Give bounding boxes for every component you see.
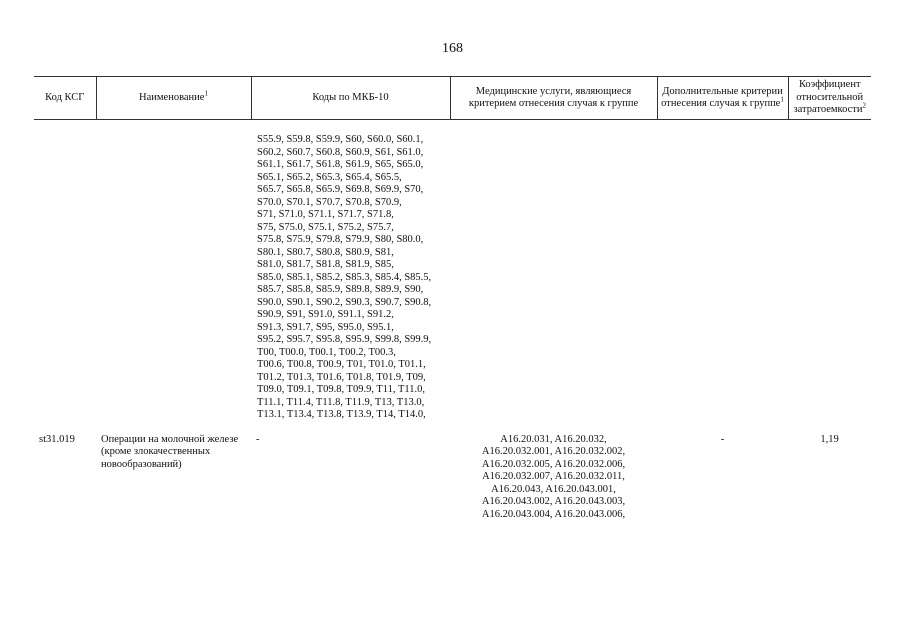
text-line: S85.7, S85.8, S85.9, S89.8, S89.9, S90, bbox=[257, 284, 424, 295]
cell-code bbox=[34, 434, 96, 522]
header-code-label: Код КСГ bbox=[45, 91, 85, 103]
text-line: S60.2, S60.7, S60.8, S60.9, S61, S61.0, bbox=[257, 146, 424, 158]
cell-extra-empty bbox=[657, 120, 788, 434]
text-line: S70.0, S70.1, S70.7, S70.8, S70.9, bbox=[257, 196, 402, 208]
text-line: T09.0, T09.1, T09.8, T09.9, T11, T11.0, bbox=[257, 384, 426, 395]
ksg-services bbox=[455, 434, 652, 522]
header-name-label: Наименование bbox=[139, 91, 205, 103]
text-line: S75.8, S75.9, S79.8, S79.9, S80, S80.0, bbox=[257, 234, 424, 245]
table-row bbox=[34, 434, 871, 522]
header-extra-criteria bbox=[657, 77, 788, 120]
text-line: A16.20.043, A16.20.043.001, bbox=[491, 483, 616, 495]
cell-coefficient bbox=[788, 434, 871, 522]
header-services bbox=[450, 77, 657, 120]
text-line: A16.20.031, A16.20.032, bbox=[500, 433, 607, 445]
ksg-extra-criteria: - bbox=[720, 433, 725, 445]
mkb-codes-list bbox=[257, 134, 445, 422]
header-coefficient bbox=[788, 77, 871, 120]
text-line: A16.20.032.001, A16.20.032.002, bbox=[481, 446, 626, 457]
text-line: T00.6, T00.8, T00.9, T01, T01.0, T01.1, bbox=[257, 359, 426, 370]
text-line: A16.20.043.002, A16.20.043.003, bbox=[481, 496, 626, 507]
table-row-continuation bbox=[34, 120, 871, 434]
page-number: 168 bbox=[442, 41, 463, 56]
text-line: S75, S75.0, S75.1, S75.2, S75.7, bbox=[257, 221, 394, 233]
text-line: A16.20.043.004, A16.20.043.006, bbox=[481, 508, 626, 520]
header-extra-criteria-footnote-mark: 1 bbox=[780, 95, 784, 104]
header-code bbox=[34, 77, 96, 120]
header-coefficient-label: Коэффициент относительной затратоемкости bbox=[793, 79, 864, 116]
text-line: A16.20.032.005, A16.20.032.006, bbox=[481, 458, 626, 470]
text-line: S95.2, S95.7, S95.8, S95.9, S99.8, S99.9, bbox=[257, 334, 432, 345]
text-line: S55.9, S59.8, S59.9, S60, S60.0, S60.1, bbox=[257, 134, 424, 145]
table-header-row bbox=[34, 77, 871, 120]
ksg-mkb-codes: - bbox=[256, 433, 260, 445]
cell-coefficient-empty bbox=[788, 120, 871, 434]
text-line: S90.9, S91, S91.0, S91.1, S91.2, bbox=[257, 309, 394, 320]
header-coefficient-footnote-mark: 2 bbox=[862, 101, 866, 110]
cell-name-empty bbox=[96, 120, 251, 434]
text-line: T11.1, T11.4, T11.8, T11.9, T13, T13.0, bbox=[257, 396, 425, 408]
header-name bbox=[96, 77, 251, 120]
text-line: S91.3, S91.7, S95, S95.0, S95.1, bbox=[257, 321, 394, 333]
header-services-label: Медицинские услуги, являющиеся критерием отнесения случая к группе bbox=[468, 85, 639, 109]
cell-services-empty bbox=[450, 120, 657, 434]
text-line: S90.0, S90.1, S90.2, S90.3, S90.7, S90.8, bbox=[257, 296, 432, 308]
header-extra-criteria-label: Дополнительные критерии отнесения случая к группе bbox=[661, 85, 783, 109]
cell-name bbox=[96, 434, 251, 522]
text-line: S65.7, S65.8, S65.9, S69.8, S69.9, S70, bbox=[257, 184, 424, 195]
ksg-coefficient: 1,19 bbox=[820, 433, 839, 445]
text-line: S61.1, S61.7, S61.8, S61.9, S65, S65.0, bbox=[257, 159, 424, 170]
text-line: S81.0, S81.7, S81.8, S81.9, S85, bbox=[257, 259, 394, 270]
text-line: A16.20.032.007, A16.20.032.011, bbox=[482, 471, 625, 482]
cell-mkb-codes bbox=[251, 120, 450, 434]
text-line: T00, T00.0, T00.1, T00.2, T00.3, bbox=[257, 346, 396, 358]
header-mkb-label: Коды по МКБ-10 bbox=[312, 91, 389, 103]
cell-extra-criteria bbox=[657, 434, 788, 522]
ksg-table bbox=[34, 76, 871, 521]
text-line: T13.1, T13.4, T13.8, T13.9, T14, T14.0, bbox=[257, 409, 426, 420]
text-line: S80.1, S80.7, S80.8, S80.9, S81, bbox=[257, 246, 394, 258]
header-name-footnote-mark: 1 bbox=[204, 89, 208, 98]
ksg-name: Операции на молочной железе (кроме злокачественных новообразований) bbox=[101, 433, 239, 470]
cell-mkb bbox=[251, 434, 450, 522]
cell-code-empty bbox=[34, 120, 96, 434]
text-line: S71, S71.0, S71.1, S71.7, S71.8, bbox=[257, 209, 394, 220]
header-mkb bbox=[251, 77, 450, 120]
cell-services bbox=[450, 434, 657, 522]
text-line: S65.1, S65.2, S65.3, S65.4, S65.5, bbox=[257, 171, 402, 183]
text-line: S85.0, S85.1, S85.2, S85.3, S85.4, S85.5, bbox=[257, 271, 432, 283]
ksg-code: st31.019 bbox=[39, 433, 75, 445]
text-line: T01.2, T01.3, T01.6, T01.8, T01.9, T09, bbox=[257, 371, 426, 383]
